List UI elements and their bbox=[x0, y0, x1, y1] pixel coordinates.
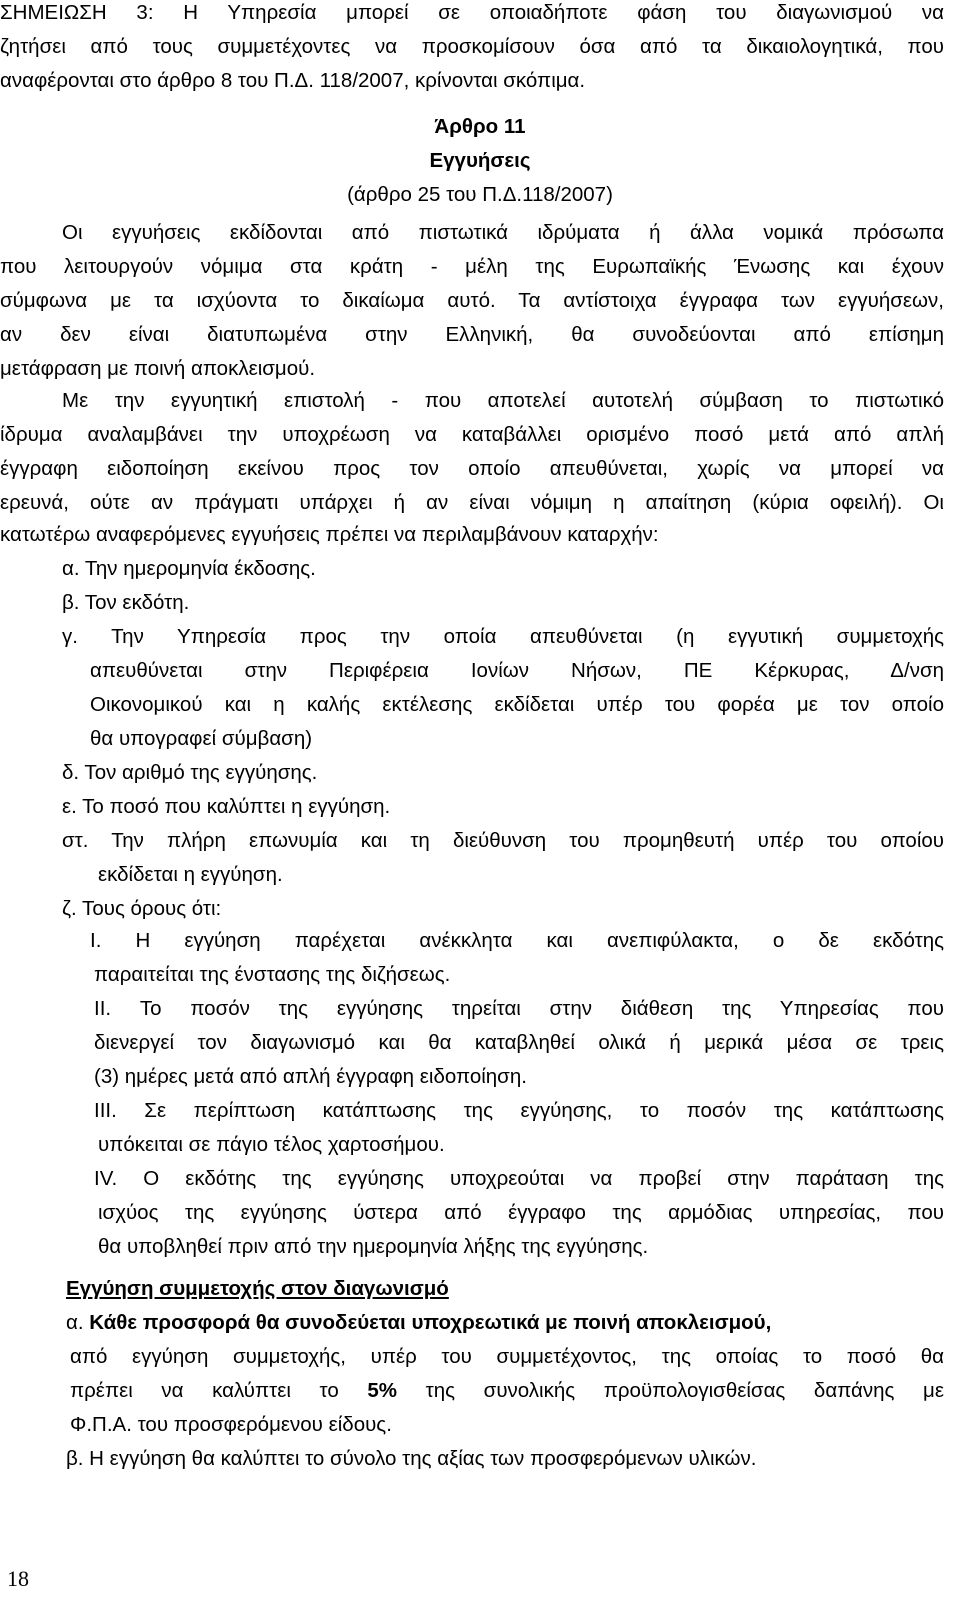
article-subtitle: Εγγυήσεις bbox=[429, 149, 531, 172]
note3-line-2: ζητήσει από τους συμμετέχοντες να προσκομίσουν όσα από τα δικαιολογητικά, που bbox=[0, 35, 944, 58]
participation-a-line-2: από εγγύηση συμμετοχής, υπέρ του συμμετέχοντος, της οποίας το ποσό θα bbox=[70, 1345, 944, 1368]
participation-percentage: 5% bbox=[367, 1379, 398, 1402]
participation-heading: Εγγύηση συμμετοχής στον διαγωνισμό bbox=[66, 1277, 449, 1300]
term-IV-line-3: θα υποβληθεί πριν από την ημερομηνία λήξης της εγγύησης. bbox=[98, 1235, 649, 1258]
term-I-line-1: I. Η εγγύηση παρέχεται ανέκκλητα και ανεπιφύλακτα, ο δε εκδότης bbox=[90, 929, 944, 952]
participation-a-line-3 bbox=[70, 1378, 944, 1404]
list-item-b: β. Τον εκδότη. bbox=[62, 591, 190, 614]
note3-line-1: ΣΗΜΕΙΩΣΗ 3: Η Υπηρεσία μπορεί σε οποιαδήποτε φάση του διαγωνισμού να bbox=[0, 1, 944, 24]
para2-line-2: ίδρυμα αναλαμβάνει την υποχρέωση να καταβάλλει ορισμένο ποσό μετά από απλή bbox=[0, 423, 944, 446]
participation-a-bold-text: Κάθε προσφορά θα συνοδεύεται υποχρεωτικά με ποινή αποκλεισμού, bbox=[89, 1311, 772, 1334]
term-IV-line-1: IV. Ο εκδότης της εγγύησης υποχρεούται να προβεί στην παράταση της bbox=[94, 1167, 944, 1190]
list-item-c-line-3: Οικονομικού και η καλής εκτέλεσης εκδίδεται υπέρ του φορέα με τον οποίο bbox=[90, 693, 944, 716]
para2-line-1: Με την εγγυητική επιστολή - που αποτελεί αυτοτελή σύμβαση το πιστωτικό bbox=[62, 389, 944, 412]
para1-line-4: αν δεν είναι διατυπωμένα στην Ελληνική, θα συνοδεύονται από επίσημη bbox=[0, 323, 944, 346]
participation-a-label: α. bbox=[66, 1311, 84, 1334]
term-II-line-2: διενεργεί τον διαγωνισμό και θα καταβληθεί ολικά ή μερικά μέσα σε τρεις bbox=[94, 1031, 944, 1054]
participation-a-line-1 bbox=[66, 1310, 944, 1336]
term-I-line-2: παραιτείται της ένστασης της διζήσεως. bbox=[94, 963, 451, 986]
para1-line-3: σύμφωνα με τα ισχύοντα το δικαίωμα αυτό. Τα αντίστοιχα έγγραφα των εγγυήσεων, bbox=[0, 289, 944, 312]
page-number: 18 bbox=[7, 1566, 29, 1591]
list-item-z: ζ. Τους όρους ότι: bbox=[62, 897, 222, 920]
participation-a-line-3-post: της συνολικής προϋπολογισθείσας δαπάνης με bbox=[425, 1379, 944, 1402]
list-item-a: α. Την ημερομηνία έκδοσης. bbox=[62, 557, 316, 580]
term-II-line-3: (3) ημέρες μετά από απλή έγγραφη ειδοποίηση. bbox=[94, 1065, 527, 1088]
term-III-line-1: III. Σε περίπτωση κατάπτωσης της εγγύησης, το ποσόν της κατάπτωσης bbox=[94, 1099, 944, 1122]
list-item-st-line-1: στ. Την πλήρη επωνυμία και τη διεύθυνση του προμηθευτή υπέρ του οποίου bbox=[62, 829, 944, 852]
para1-line-1: Οι εγγυήσεις εκδίδονται από πιστωτικά ιδρύματα ή άλλα νομικά πρόσωπα bbox=[62, 221, 944, 244]
participation-a-line-3-pre: πρέπει να καλύπτει το bbox=[70, 1379, 339, 1402]
list-item-c-line-1: γ. Την Υπηρεσία προς την οποία απευθύνεται (η εγγυτική συμμετοχής bbox=[62, 625, 944, 648]
term-III-line-2: υπόκειται σε πάγιο τέλος χαρτοσήμου. bbox=[98, 1133, 445, 1156]
participation-b: β. Η εγγύηση θα καλύπτει το σύνολο της αξίας των προσφερόμενων υλικών. bbox=[66, 1447, 757, 1470]
para1-line-2: που λειτουργούν νόμιμα στα κράτη - μέλη της Ευρωπαϊκής Ένωσης και έχουν bbox=[0, 255, 944, 278]
list-item-c-line-4: θα υπογραφεί σύμβαση) bbox=[90, 727, 313, 750]
list-item-e: ε. Το ποσό που καλύπτει η εγγύηση. bbox=[62, 795, 391, 818]
participation-a-line-4: Φ.Π.Α. του προσφερόμενου είδους. bbox=[70, 1413, 392, 1436]
para2-line-3: έγγραφη ειδοποίηση εκείνου προς τον οποίο απευθύνεται, χωρίς να μπορεί να bbox=[0, 457, 944, 480]
term-II-line-1: II. Το ποσόν της εγγύησης τηρείται στην διάθεση της Υπηρεσίας που bbox=[94, 997, 944, 1020]
article-title: Άρθρο 11 bbox=[434, 115, 526, 138]
note3-line-3: αναφέρονται στο άρθρο 8 του Π.Δ. 118/2007, κρίνονται σκόπιμα. bbox=[0, 69, 586, 92]
para1-line-5: μετάφραση με ποινή αποκλεισμού. bbox=[0, 357, 316, 380]
list-item-d: δ. Τον αριθμό της εγγύησης. bbox=[62, 761, 318, 784]
para2-line-5: κατωτέρω αναφερόμενες εγγυήσεις πρέπει να περιλαμβάνουν καταρχήν: bbox=[0, 523, 659, 546]
article-reference: (άρθρο 25 του Π.Δ.118/2007) bbox=[347, 183, 613, 206]
list-item-c-line-2: απευθύνεται στην Περιφέρεια Ιονίων Νήσων, ΠΕ Κέρκυρας, Δ/νση bbox=[90, 659, 944, 682]
para2-line-4: ερευνά, ούτε αν πράγματι υπάρχει ή αν είναι νόμιμη η απαίτηση (κύρια οφειλή). Οι bbox=[0, 491, 944, 514]
term-IV-line-2: ισχύος της εγγύησης ύστερα από έγγραφο της αρμόδιας υπηρεσίας, που bbox=[98, 1201, 944, 1224]
list-item-st-line-2: εκδίδεται η εγγύηση. bbox=[98, 863, 283, 886]
